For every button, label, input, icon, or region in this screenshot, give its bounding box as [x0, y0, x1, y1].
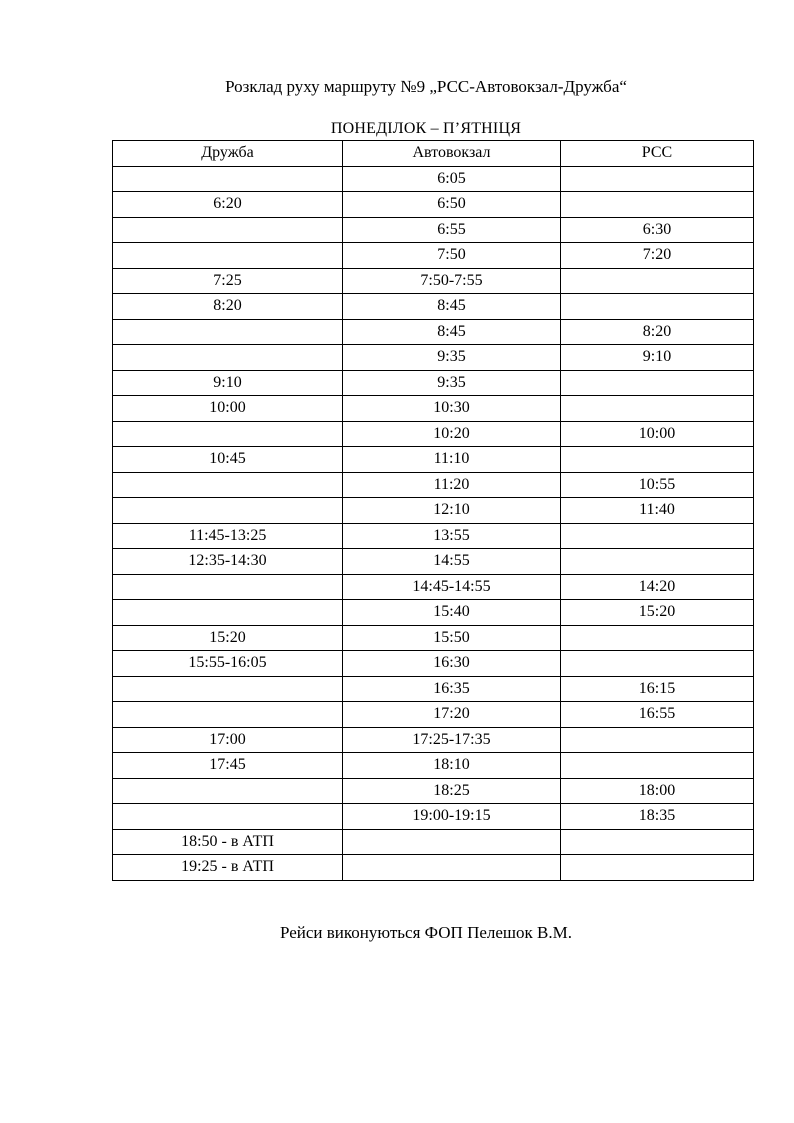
table-row — [113, 268, 754, 294]
table-row — [113, 294, 754, 320]
rss-cell: 14:20 — [561, 574, 754, 600]
avtovokzal-cell: 17:20 — [343, 702, 561, 728]
avtovokzal-cell: 7:50-7:55 — [343, 268, 561, 294]
avtovokzal-cell: 6:55 — [343, 217, 561, 243]
avtovokzal-cell: 7:50 — [343, 243, 561, 269]
avtovokzal-cell: 16:35 — [343, 676, 561, 702]
table-row — [113, 574, 754, 600]
druzhba-cell: 8:20 — [113, 294, 343, 320]
rss-cell — [561, 855, 754, 881]
column-header-avtovokzal: Автовокзал — [343, 141, 561, 167]
rss-cell: 18:35 — [561, 804, 754, 830]
rss-cell: 6:30 — [561, 217, 754, 243]
avtovokzal-cell: 15:50 — [343, 625, 561, 651]
rss-cell — [561, 268, 754, 294]
druzhba-cell: 9:10 — [113, 370, 343, 396]
avtovokzal-cell: 19:00-19:15 — [343, 804, 561, 830]
rss-cell: 18:00 — [561, 778, 754, 804]
druzhba-cell: 10:00 — [113, 396, 343, 422]
rss-cell — [561, 370, 754, 396]
rss-cell: 15:20 — [561, 600, 754, 626]
avtovokzal-cell: 14:55 — [343, 549, 561, 575]
table-row — [113, 319, 754, 345]
avtovokzal-cell — [343, 829, 561, 855]
table-row — [113, 829, 754, 855]
druzhba-cell — [113, 498, 343, 524]
avtovokzal-cell: 8:45 — [343, 294, 561, 320]
druzhba-cell: 15:20 — [113, 625, 343, 651]
table-header-row — [113, 141, 754, 167]
druzhba-cell — [113, 345, 343, 371]
druzhba-cell: 17:00 — [113, 727, 343, 753]
rss-cell — [561, 829, 754, 855]
rss-cell: 16:15 — [561, 676, 754, 702]
avtovokzal-cell: 6:50 — [343, 192, 561, 218]
avtovokzal-cell: 9:35 — [343, 345, 561, 371]
druzhba-cell: 7:25 — [113, 268, 343, 294]
rss-cell — [561, 651, 754, 677]
table-row — [113, 855, 754, 881]
table-row — [113, 676, 754, 702]
rss-cell: 11:40 — [561, 498, 754, 524]
druzhba-cell: 18:50 - в АТП — [113, 829, 343, 855]
avtovokzal-cell: 6:05 — [343, 166, 561, 192]
avtovokzal-cell — [343, 855, 561, 881]
avtovokzal-cell: 15:40 — [343, 600, 561, 626]
druzhba-cell — [113, 166, 343, 192]
rss-cell — [561, 192, 754, 218]
druzhba-cell — [113, 778, 343, 804]
avtovokzal-cell: 14:45-14:55 — [343, 574, 561, 600]
table-row — [113, 804, 754, 830]
avtovokzal-cell: 18:10 — [343, 753, 561, 779]
schedule-table — [112, 140, 754, 881]
avtovokzal-cell: 18:25 — [343, 778, 561, 804]
avtovokzal-cell: 10:30 — [343, 396, 561, 422]
druzhba-cell — [113, 217, 343, 243]
druzhba-cell — [113, 702, 343, 728]
table-row — [113, 396, 754, 422]
druzhba-cell — [113, 574, 343, 600]
rss-cell: 7:20 — [561, 243, 754, 269]
druzhba-cell — [113, 676, 343, 702]
avtovokzal-cell: 17:25-17:35 — [343, 727, 561, 753]
table-row — [113, 217, 754, 243]
avtovokzal-cell: 10:20 — [343, 421, 561, 447]
druzhba-cell — [113, 472, 343, 498]
druzhba-cell: 11:45-13:25 — [113, 523, 343, 549]
table-row — [113, 166, 754, 192]
rss-cell — [561, 727, 754, 753]
rss-cell — [561, 753, 754, 779]
druzhba-cell — [113, 804, 343, 830]
table-row — [113, 753, 754, 779]
druzhba-cell — [113, 600, 343, 626]
avtovokzal-cell: 9:35 — [343, 370, 561, 396]
rss-cell: 16:55 — [561, 702, 754, 728]
druzhba-cell — [113, 243, 343, 269]
table-row — [113, 421, 754, 447]
druzhba-cell: 12:35-14:30 — [113, 549, 343, 575]
druzhba-cell: 19:25 - в АТП — [113, 855, 343, 881]
druzhba-cell: 17:45 — [113, 753, 343, 779]
avtovokzal-cell: 12:10 — [343, 498, 561, 524]
table-row — [113, 702, 754, 728]
avtovokzal-cell: 13:55 — [343, 523, 561, 549]
druzhba-cell — [113, 319, 343, 345]
table-row — [113, 447, 754, 473]
schedule-body — [113, 166, 754, 880]
rss-cell — [561, 166, 754, 192]
table-row — [113, 370, 754, 396]
rss-cell — [561, 523, 754, 549]
rss-cell — [561, 396, 754, 422]
table-row — [113, 651, 754, 677]
rss-cell — [561, 625, 754, 651]
table-row — [113, 778, 754, 804]
table-row — [113, 345, 754, 371]
rss-cell — [561, 549, 754, 575]
table-row — [113, 625, 754, 651]
avtovokzal-cell: 8:45 — [343, 319, 561, 345]
table-row — [113, 523, 754, 549]
table-row — [113, 727, 754, 753]
days-subtitle: ПОНЕДІЛОК – П’ЯТНІЦЯ — [330, 120, 522, 137]
druzhba-cell: 6:20 — [113, 192, 343, 218]
column-header-druzhba: Дружба — [113, 141, 343, 167]
avtovokzal-cell: 11:10 — [343, 447, 561, 473]
druzhba-cell: 10:45 — [113, 447, 343, 473]
rss-cell: 8:20 — [561, 319, 754, 345]
rss-cell — [561, 447, 754, 473]
schedule-title: Розклад руху маршруту №9 „РСС-Автовокзал-Дружба“ — [225, 77, 627, 96]
rss-cell — [561, 294, 754, 320]
avtovokzal-cell: 16:30 — [343, 651, 561, 677]
druzhba-cell: 15:55-16:05 — [113, 651, 343, 677]
table-row — [113, 472, 754, 498]
operator-note: Рейси виконуються ФОП Пелешок В.М. — [279, 923, 572, 942]
table-row — [113, 243, 754, 269]
table-row — [113, 549, 754, 575]
avtovokzal-cell: 11:20 — [343, 472, 561, 498]
rss-cell: 10:00 — [561, 421, 754, 447]
druzhba-cell — [113, 421, 343, 447]
table-row — [113, 600, 754, 626]
rss-cell: 10:55 — [561, 472, 754, 498]
rss-cell: 9:10 — [561, 345, 754, 371]
column-header-rss: РСС — [561, 141, 754, 167]
table-row — [113, 498, 754, 524]
table-row — [113, 192, 754, 218]
